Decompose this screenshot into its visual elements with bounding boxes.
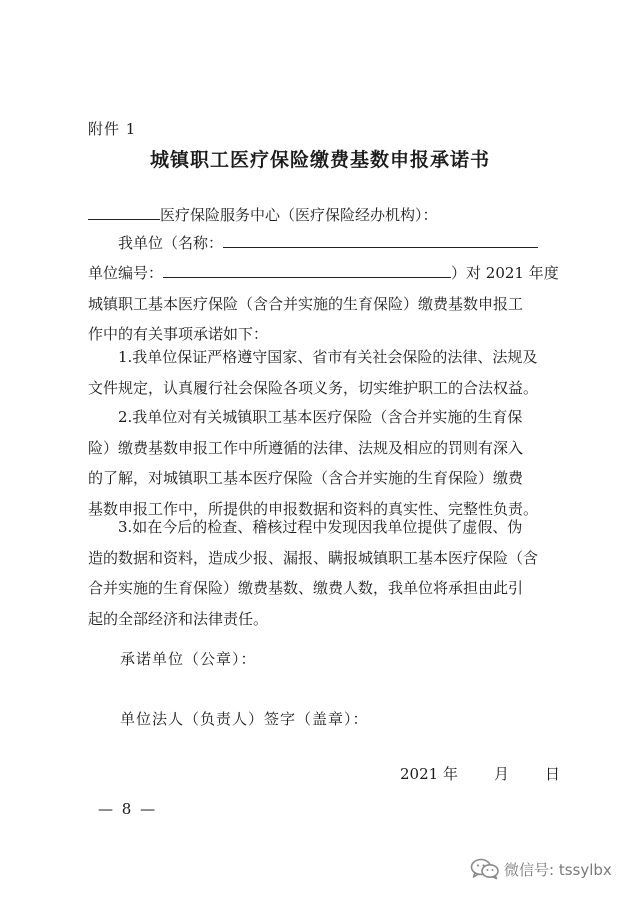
- paragraph-line: 险）缴费基数申报工作中所遵循的法律、法规及相应的罚则有深入: [88, 438, 524, 457]
- intro-line: 城镇职工基本医疗保险（含合并实施的生育保险）缴费基数申报工: [88, 294, 524, 313]
- unit-code-suffix: ）对 2021 年度: [451, 264, 559, 282]
- commitment-paragraph-3: [88, 512, 578, 634]
- date-day: 日: [544, 765, 560, 783]
- watermark: [470, 858, 612, 880]
- paragraph-line: 的了解，对城镇职工基本医疗保险（含合并实施的生育保险）缴费: [88, 469, 524, 487]
- page-number: — 8 —: [98, 800, 158, 818]
- paragraph-line: 2.我单位对有关城镇职工基本医疗保险（含合并实施的生育保: [118, 408, 523, 426]
- intro-paragraph: [88, 258, 578, 350]
- attachment-label: 附件 1: [88, 120, 137, 138]
- intro-line: 作中的有关事项承诺如下：: [88, 325, 269, 343]
- unit-code-blank: [163, 259, 451, 278]
- paragraph-line: 3.如在今后的检查、稽核过程中发现因我单位提供了虚假、伪: [118, 518, 523, 536]
- unit-name-blank: [223, 229, 538, 248]
- unit-code-label: 单位编号：: [88, 264, 164, 282]
- commit-unit-label: 承诺单位（公章）：: [120, 650, 257, 668]
- addressee-line: [88, 200, 578, 231]
- paragraph-line: 文件规定，认真履行社会保险各项义务，切实维护职工的合法权益。: [88, 378, 539, 397]
- paragraph-line: 造的数据和资料，造成少报、漏报、瞒报城镇职工基本医疗保险（含: [88, 548, 539, 567]
- document-title: 城镇职工医疗保险缴费基数申报承诺书: [149, 149, 490, 171]
- date-line: [400, 763, 560, 784]
- addressee-blank: [88, 201, 160, 220]
- unit-code-line: [88, 258, 578, 289]
- unit-name-line: [88, 228, 578, 259]
- date-year: 2021 年: [400, 765, 458, 783]
- paragraph-line: 基数申报工作中，所提供的申报数据和资料的真实性、完整性负责。: [88, 499, 539, 518]
- unit-name-label: 我单位（名称：: [118, 234, 224, 252]
- date-month: 月: [493, 765, 509, 783]
- paragraph-line: 1.我单位保证严格遵守国家、省市有关社会保险的法律、法规及: [118, 348, 538, 366]
- wechat-icon: [470, 858, 500, 880]
- paragraph-line: 合并实施的生育保险）缴费基数、缴费人数，我单位将承担由此引: [88, 579, 524, 597]
- legal-rep-label: 单位法人（负责人）签字（盖章）：: [120, 710, 369, 728]
- commitment-paragraph-1: [88, 342, 578, 403]
- addressee-text: 医疗保险服务中心（医疗保险经办机构）：: [160, 206, 438, 224]
- paragraph-line: 起的全部经济和法律责任。: [88, 609, 269, 628]
- watermark-text: 微信号: tssylbx: [504, 860, 612, 879]
- commitment-paragraph-2: [88, 402, 578, 524]
